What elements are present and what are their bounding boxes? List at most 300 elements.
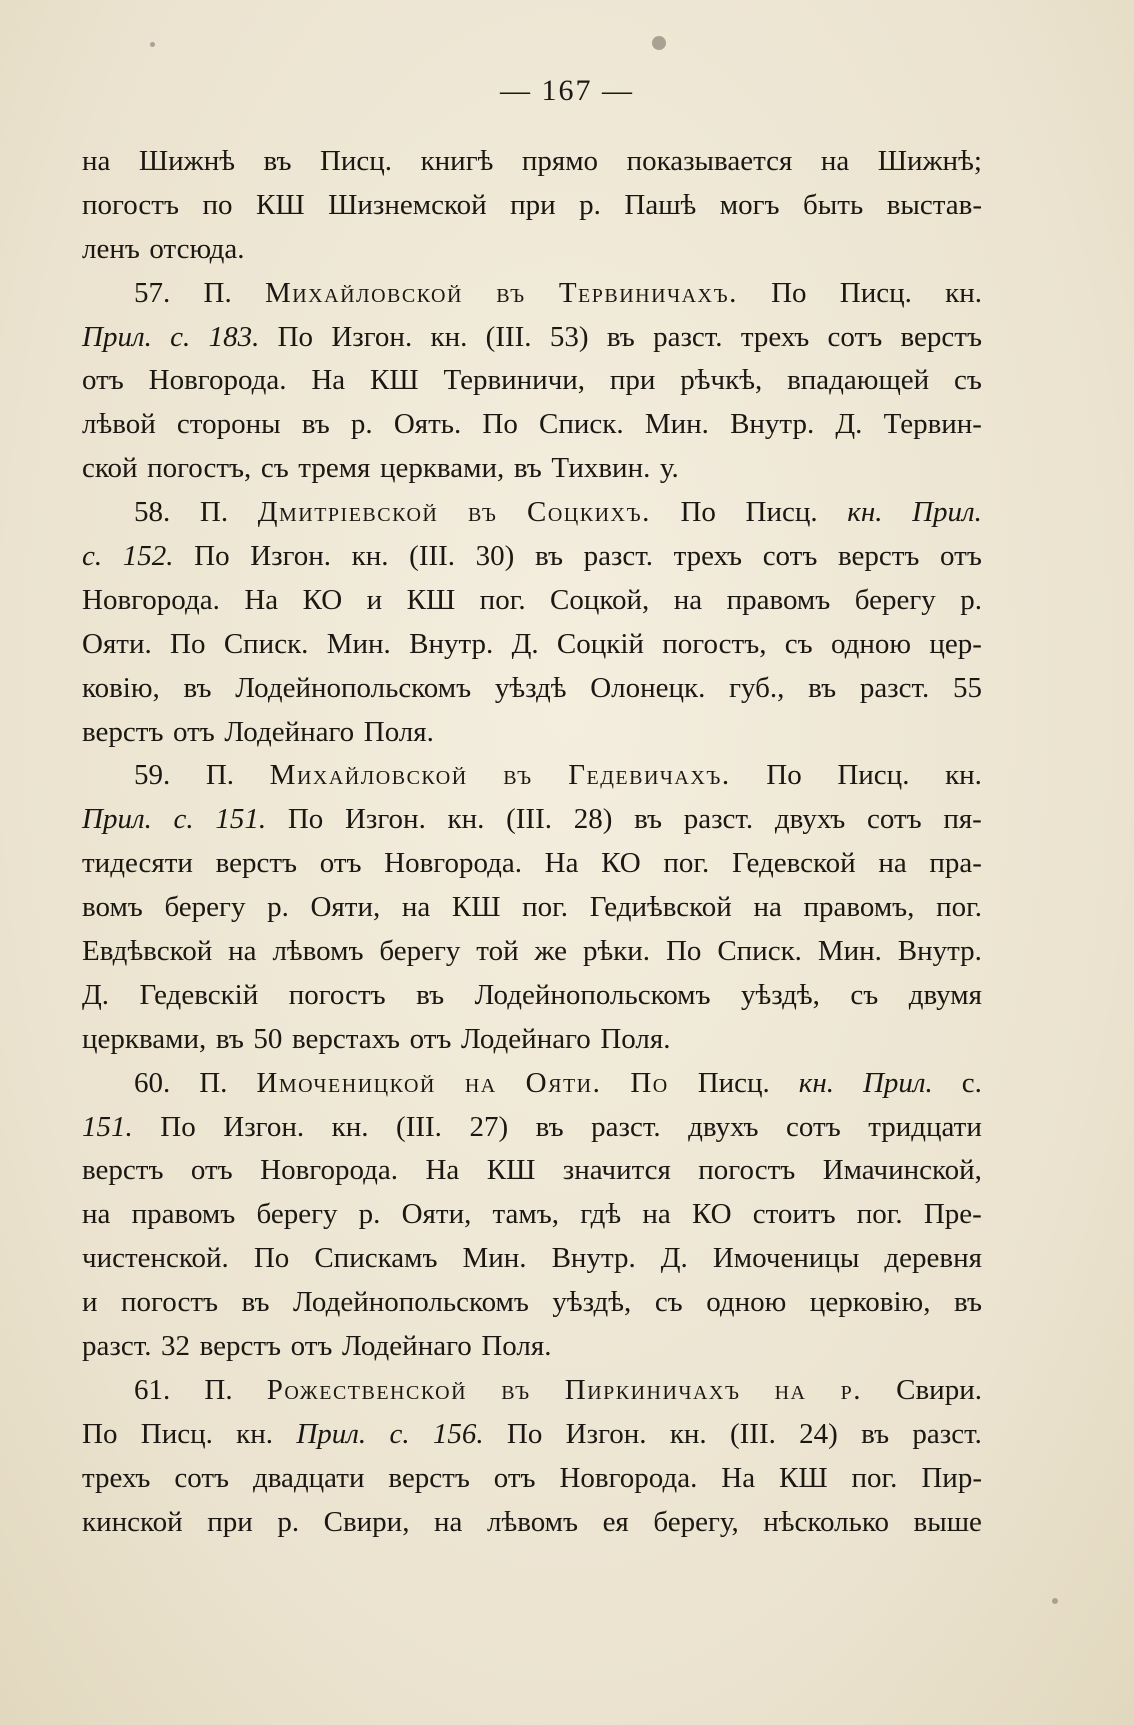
text-line xyxy=(82,579,982,623)
word: (III. xyxy=(506,803,552,836)
word: Ояти, xyxy=(310,891,381,924)
word: трехъ xyxy=(740,320,810,353)
word: верстъ xyxy=(837,540,920,573)
ink-speck xyxy=(150,42,155,47)
word: верстъ xyxy=(215,847,298,880)
word: Писц. xyxy=(319,145,393,177)
word: Д. xyxy=(660,1242,688,1275)
word: пог. xyxy=(522,891,569,924)
word: Рожественской xyxy=(266,1373,468,1406)
word: с. xyxy=(82,540,103,573)
word: Мин. xyxy=(817,935,882,968)
text-line xyxy=(82,798,982,842)
word: той xyxy=(476,935,519,968)
text-body xyxy=(82,140,982,1545)
text-line xyxy=(82,1281,982,1325)
word: Лодейнопольскомъ xyxy=(292,1286,529,1319)
word: выстав- xyxy=(886,188,982,221)
word: 55 xyxy=(952,671,982,704)
word: р. xyxy=(579,188,601,221)
word: 61. xyxy=(134,1373,171,1406)
text-line xyxy=(82,403,982,447)
word: въ xyxy=(301,408,330,441)
word: ея xyxy=(602,1505,629,1538)
text-line xyxy=(82,667,982,711)
word: церквами, xyxy=(82,1022,207,1055)
ink-speck xyxy=(652,36,666,50)
word: стороны xyxy=(176,408,281,441)
word: погостъ xyxy=(82,188,179,221)
word: церквами, xyxy=(379,452,505,485)
word: Мин. xyxy=(644,408,709,441)
word: верстъ xyxy=(82,1154,164,1187)
word: въ xyxy=(496,276,526,309)
word: кн. xyxy=(236,1417,274,1450)
word: Д. xyxy=(511,627,539,660)
word: верстъ xyxy=(388,1461,470,1494)
word: р. xyxy=(277,1505,300,1538)
word: Прил. xyxy=(82,803,152,836)
word: въ xyxy=(215,1022,244,1055)
word: могъ xyxy=(719,188,780,221)
word: Писц. xyxy=(745,496,818,529)
word: кн. xyxy=(669,1417,707,1450)
word: р. xyxy=(358,1198,381,1231)
word: Внутр. xyxy=(551,1242,636,1275)
word: съ xyxy=(954,364,982,397)
word: Прил. xyxy=(862,1066,933,1099)
word: пра- xyxy=(929,847,982,880)
word: кн. xyxy=(798,1066,834,1099)
word: Лодейнаго xyxy=(460,1022,591,1055)
word: на xyxy=(228,935,257,968)
word: КШ xyxy=(256,188,305,221)
word: Изгон. xyxy=(565,1417,647,1450)
word: въ xyxy=(503,759,533,792)
word: погостъ xyxy=(121,1286,218,1319)
word: тамъ, xyxy=(492,1198,560,1231)
word: По xyxy=(170,627,206,660)
word: Д. xyxy=(82,978,110,1011)
word: же xyxy=(534,935,568,968)
word: По xyxy=(287,803,324,836)
word: КШ xyxy=(779,1461,828,1494)
word: рѣчкѣ, xyxy=(680,364,763,397)
word: съ xyxy=(260,452,289,485)
word: По xyxy=(253,1242,290,1275)
word: двадцати xyxy=(252,1461,365,1494)
word: Поля. xyxy=(363,715,434,748)
word: П. xyxy=(203,276,232,309)
word: въ xyxy=(241,1286,270,1319)
word: лѣвомъ xyxy=(272,935,364,968)
text-line xyxy=(82,886,982,930)
word: По xyxy=(680,496,716,529)
text-line xyxy=(82,711,982,755)
word: 30) xyxy=(475,540,515,573)
word: погостъ, xyxy=(147,452,252,485)
word: Новгорода. xyxy=(559,1461,698,1494)
word: 156. xyxy=(432,1417,484,1450)
word: въ xyxy=(513,452,542,485)
word: въ xyxy=(606,320,635,353)
word: берегу, xyxy=(653,1505,739,1538)
word: въ xyxy=(534,540,563,573)
word: кн. xyxy=(351,540,389,573)
word: гдѣ xyxy=(580,1198,622,1231)
word: лѣвой xyxy=(82,408,156,441)
word: въ xyxy=(263,145,292,177)
word: КШ xyxy=(406,583,456,616)
word: Имачинской, xyxy=(822,1154,982,1187)
word: сотъ xyxy=(786,1110,841,1143)
word: прямо xyxy=(521,145,599,177)
text-line xyxy=(82,316,982,360)
word: КО xyxy=(601,847,641,880)
word: на xyxy=(753,891,782,924)
word: съ xyxy=(654,1286,683,1319)
word: Шизнемской xyxy=(328,188,487,221)
word: пог. xyxy=(851,1461,898,1494)
word: быть xyxy=(803,188,864,221)
word: книгѣ xyxy=(420,145,494,177)
word: кн. xyxy=(847,496,883,529)
word: Изгон. xyxy=(223,1110,305,1143)
word: Пир- xyxy=(921,1461,982,1494)
word: КШ xyxy=(370,364,419,397)
entry-heading-line xyxy=(82,754,982,798)
word: съ xyxy=(784,627,813,660)
text-line xyxy=(82,1018,982,1062)
word: Изгон. xyxy=(250,540,332,573)
word: Прил. xyxy=(912,496,982,529)
word: пог. xyxy=(479,583,526,616)
text-line xyxy=(82,228,982,272)
word: На xyxy=(244,583,279,616)
text-line xyxy=(82,1193,982,1237)
word: берегу xyxy=(164,891,246,924)
word: одною xyxy=(830,627,912,660)
word: Пиркиничахъ xyxy=(564,1373,741,1406)
word: въ xyxy=(808,671,837,704)
word: Спискамъ xyxy=(314,1242,438,1275)
word: с. xyxy=(961,1066,982,1099)
word: КО xyxy=(691,1198,732,1231)
word: правомъ, xyxy=(803,891,915,924)
word: сотъ xyxy=(866,803,922,836)
word: 151. xyxy=(215,803,267,836)
text-line xyxy=(82,1106,982,1150)
word: Лодейнаго xyxy=(224,715,355,748)
word: Новгорода. xyxy=(384,847,523,880)
word: Писц. xyxy=(140,1417,213,1450)
word: тидесяти xyxy=(82,847,193,880)
word: уѣздѣ xyxy=(494,671,567,704)
word: на xyxy=(820,145,850,177)
word: Имоченицы xyxy=(712,1242,860,1275)
word: значится xyxy=(562,1154,671,1187)
word: 152. xyxy=(122,540,174,573)
word: Оять. xyxy=(393,408,462,441)
word: По xyxy=(630,1066,669,1099)
word: тремя xyxy=(298,452,371,485)
word: правомъ xyxy=(131,1198,236,1231)
word: выше xyxy=(913,1505,982,1538)
word: КШ xyxy=(451,891,501,924)
word: пя- xyxy=(943,803,982,836)
word: Д. xyxy=(835,408,863,441)
ink-speck xyxy=(1052,1598,1058,1604)
word: Тервиничахъ. xyxy=(558,276,738,309)
word: тридцати xyxy=(868,1110,982,1143)
word: церковію, xyxy=(809,1286,931,1319)
word: По xyxy=(766,759,802,792)
word: на xyxy=(673,583,703,616)
word: вомъ xyxy=(82,891,143,924)
word: сотъ xyxy=(827,320,883,353)
text-line xyxy=(82,974,982,1018)
word: Шижнѣ xyxy=(138,145,235,177)
word: Тервиничи, xyxy=(443,364,586,397)
word: П. xyxy=(204,1373,233,1406)
word: По xyxy=(506,1417,543,1450)
word: 151. xyxy=(82,1110,133,1143)
text-line xyxy=(82,359,982,403)
text-line xyxy=(82,1413,982,1457)
word: кн. xyxy=(331,1110,369,1143)
word: отъ xyxy=(493,1461,536,1494)
word: трехъ xyxy=(673,540,743,573)
text-line xyxy=(82,1325,982,1369)
word: отъ xyxy=(190,1154,233,1187)
word: Прил. xyxy=(296,1417,367,1450)
word: 183. xyxy=(208,320,260,353)
word: въ xyxy=(535,1110,564,1143)
text-line xyxy=(82,842,982,886)
word: П. xyxy=(205,759,235,792)
word: отъ xyxy=(82,364,124,397)
text-line xyxy=(82,140,982,184)
word: Писц. xyxy=(837,759,910,792)
word: Олонецк. xyxy=(590,671,706,704)
word: Лодейнаго xyxy=(341,1330,472,1363)
word: съ xyxy=(850,978,879,1011)
word: Внутр. xyxy=(409,627,494,660)
word: верстъ xyxy=(82,715,164,748)
word: Изгон. xyxy=(331,320,413,353)
word: правомъ xyxy=(726,583,831,616)
word: пог. xyxy=(856,1198,903,1231)
word: 57. xyxy=(134,276,171,309)
word: Ояти, xyxy=(401,1198,472,1231)
word: при xyxy=(510,188,556,221)
word: по xyxy=(202,188,233,221)
word: кн. xyxy=(945,276,982,309)
text-line xyxy=(82,623,982,667)
word: Гедевичахъ. xyxy=(568,759,731,792)
word: (III. xyxy=(409,540,456,573)
word: По xyxy=(194,540,230,573)
word: на xyxy=(434,1505,463,1538)
word: губ., xyxy=(729,671,785,704)
word: кн. xyxy=(945,759,982,792)
word: чистенской. xyxy=(82,1242,229,1275)
text-line xyxy=(82,535,982,579)
word: По xyxy=(482,408,518,441)
entry-heading-line xyxy=(82,1062,982,1106)
word: Ояти. xyxy=(82,627,152,660)
word: пог. xyxy=(936,891,982,924)
word: въ xyxy=(183,671,212,704)
word: погостъ, xyxy=(662,627,767,660)
word: КО xyxy=(302,583,343,616)
word: Списк. xyxy=(717,935,802,968)
word: двухъ xyxy=(774,803,846,836)
word: 24) xyxy=(799,1417,838,1450)
word: деревня xyxy=(884,1242,982,1275)
word: Лодейнопольскомъ xyxy=(474,978,711,1011)
text-line xyxy=(82,184,982,228)
entry-heading-line xyxy=(82,272,982,316)
word: верстахъ xyxy=(291,1022,401,1055)
word: Пре- xyxy=(923,1198,982,1231)
word: разст. xyxy=(912,1417,982,1450)
word: Лодейнопольскомъ xyxy=(235,671,472,704)
word: пог. xyxy=(663,847,710,880)
word: погостъ xyxy=(288,978,386,1011)
word: Новгорода. xyxy=(148,364,287,397)
word: кн. xyxy=(447,803,485,836)
word: (III. xyxy=(485,320,532,353)
word: Соцкой, xyxy=(550,583,650,616)
word: Имоченицкой xyxy=(256,1066,436,1099)
word: По xyxy=(665,935,702,968)
word: На xyxy=(544,847,579,880)
word: 59. xyxy=(134,759,171,792)
word: лѣвомъ xyxy=(486,1505,578,1538)
word: цер- xyxy=(929,627,982,660)
word: стоитъ xyxy=(752,1198,836,1231)
word: с. xyxy=(173,803,194,836)
word: ленъ xyxy=(82,232,140,265)
word: отъ xyxy=(319,847,362,880)
word: двумя xyxy=(908,978,982,1011)
word: берегу xyxy=(379,935,461,968)
word: 32 xyxy=(161,1330,191,1363)
word: Мин. xyxy=(326,627,391,660)
word: Новгорода. xyxy=(260,1154,398,1187)
word: уѣздѣ, xyxy=(552,1286,632,1319)
word: разст. xyxy=(859,671,930,704)
word: 53) xyxy=(549,320,589,353)
word: Дмитріевской xyxy=(257,496,439,529)
word: въ xyxy=(634,803,663,836)
word: р. xyxy=(350,408,373,441)
word: верстъ xyxy=(900,320,982,353)
word: на xyxy=(82,145,111,177)
word: 50 xyxy=(253,1022,283,1055)
text-line xyxy=(82,930,982,974)
word: при xyxy=(609,364,656,397)
word: отъ xyxy=(290,1330,333,1363)
word: отъ xyxy=(940,540,982,573)
word: въ xyxy=(501,1373,531,1406)
word: Шижнѣ; xyxy=(877,145,982,177)
word: Михайловской xyxy=(264,276,463,309)
word: Писц. xyxy=(839,276,912,309)
word: Пашѣ xyxy=(624,188,697,221)
word: и xyxy=(366,583,383,616)
word: берегу xyxy=(256,1198,338,1231)
word: Гедевской xyxy=(731,847,856,880)
word: кинской xyxy=(82,1505,183,1538)
word: р. xyxy=(840,1373,862,1406)
text-line xyxy=(82,1149,982,1193)
word: р. xyxy=(267,891,289,924)
word: Свири. xyxy=(896,1373,982,1406)
word: с. xyxy=(389,1417,410,1450)
word: 60. xyxy=(134,1066,171,1099)
word: въ xyxy=(953,1286,982,1319)
word: и xyxy=(82,1286,98,1319)
page-number: — 167 — xyxy=(500,74,634,107)
word: КШ xyxy=(486,1154,536,1187)
word: (III. xyxy=(396,1110,442,1143)
word: разст. xyxy=(591,1110,661,1143)
word: двухъ xyxy=(688,1110,759,1143)
word: Поля. xyxy=(481,1330,552,1363)
word: Внутр. xyxy=(897,935,982,968)
word: отъ xyxy=(173,715,215,748)
word: П. xyxy=(199,496,229,529)
word: отъ xyxy=(409,1022,452,1055)
word: Мин. xyxy=(462,1242,527,1275)
word: На xyxy=(721,1461,756,1494)
word: Ояти. xyxy=(525,1066,602,1099)
word: Михайловской xyxy=(269,759,468,792)
word: на xyxy=(82,1198,111,1231)
word: отсюда. xyxy=(149,232,245,265)
text-line xyxy=(82,447,982,491)
word: По xyxy=(160,1110,196,1143)
word: сотъ xyxy=(762,540,818,573)
word: с. xyxy=(170,320,191,353)
word: На xyxy=(425,1154,460,1187)
word: на xyxy=(878,847,907,880)
word: На xyxy=(311,364,346,397)
word: берегу xyxy=(854,583,936,616)
word: уѣздѣ, xyxy=(740,978,820,1011)
word: впадающей xyxy=(787,364,930,397)
word: р. xyxy=(960,583,982,616)
word: По xyxy=(277,320,314,353)
word: сотъ xyxy=(174,1461,230,1494)
word: Изгон. xyxy=(344,803,426,836)
word: Гедиѣвской xyxy=(589,891,732,924)
word: въ xyxy=(416,978,445,1011)
word: ковію, xyxy=(82,671,160,704)
word: Свири, xyxy=(323,1505,410,1538)
word: разст. xyxy=(653,320,723,353)
word: (III. xyxy=(729,1417,776,1450)
word: Гедевскій xyxy=(139,978,259,1011)
word: въ xyxy=(467,496,498,529)
word: на xyxy=(642,1198,671,1231)
word: Поля. xyxy=(600,1022,671,1055)
word: 27) xyxy=(469,1110,509,1143)
word: Писц. xyxy=(697,1066,770,1099)
text-line xyxy=(82,1237,982,1281)
